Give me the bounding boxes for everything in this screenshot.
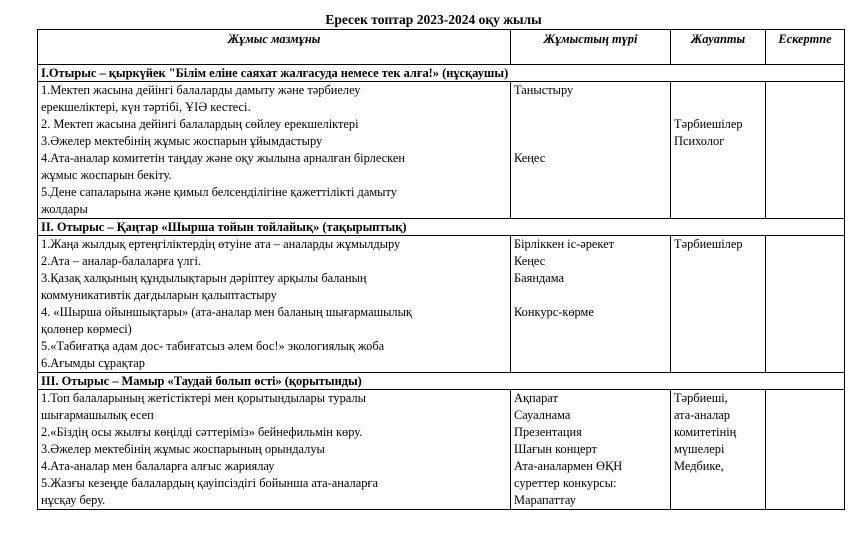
header-type: Жұмыстың түрі <box>511 30 671 65</box>
header-responsible: Жауапты <box>671 30 766 65</box>
table-header-row <box>38 30 845 65</box>
content-line: 6.Ағымды сұрақтар <box>41 356 145 370</box>
content-line: 1.Топ балаларының жетістіктері мен қорытындылары туралы <box>41 391 366 405</box>
section-3-content <box>38 390 511 510</box>
type-line: Шағын концерт <box>514 442 597 456</box>
content-line: 5.Дене сапаларына және қимыл белсенділігіне қажеттілікті дамыту <box>41 185 397 199</box>
content-line: 3.Әжелер мектебінің жұмыс жоспарын ұйымдастыру <box>41 134 323 148</box>
content-line: қолөнер көрмесі) <box>41 322 132 336</box>
responsible-line: мүшелері <box>674 442 725 456</box>
type-line: Презентация <box>514 425 582 439</box>
content-line: коммуникативтік дағдыларын қалыптастыру <box>41 288 277 302</box>
section-1-responsible <box>671 82 766 219</box>
content-line: 2. Мектеп жасына дейінгі балалардың сөйлеу ерекшеліктері <box>41 117 359 131</box>
content-line: ерекшеліктері, күн тәртібі, ҰІӘ кестесі. <box>41 100 251 114</box>
header-content: Жұмыс мазмұны <box>38 30 511 65</box>
content-line: 4.Ата-аналар мен балаларға алғыс жариялау <box>41 459 275 473</box>
responsible-line: ата-аналар <box>674 408 730 422</box>
content-line: шығармашылық есеп <box>41 408 154 422</box>
section-heading-row <box>38 65 845 82</box>
section-3-body <box>38 390 845 510</box>
section-2-content <box>38 236 511 373</box>
type-line: Ата-аналармен ӨҚН <box>514 459 623 473</box>
type-line: Бірліккен іс-әрекет <box>514 237 615 251</box>
section-3-heading: ІІІ. Отырыс – Мамыр «Таудай болып өсті» (қорытынды) <box>38 373 845 390</box>
type-line: Сауалнама <box>514 408 571 422</box>
responsible-line: Медбике, <box>674 459 724 473</box>
content-line: 5.Жазғы кезеңде балалардың қауіпсіздігі бойынша ата-аналарға <box>41 476 378 490</box>
section-1-content <box>38 82 511 219</box>
section-2-note <box>766 236 845 373</box>
type-line: Кеңес <box>514 254 546 268</box>
content-line: 4.Ата-аналар комитетін таңдау және оқу жылына арналған бірлескен <box>41 151 405 165</box>
header-note: Ескертпе <box>766 30 845 65</box>
section-2-heading: ІІ. Отырыс – Қаңтар «Шырша тойын тойлайық» (тақырыптық) <box>38 219 845 236</box>
document-title: Ересек топтар 2023-2024 оқу жылы <box>325 12 542 27</box>
section-1-note <box>766 82 845 219</box>
content-line: 2.Ата – аналар-балаларға үлгі. <box>41 254 202 268</box>
section-3-responsible <box>671 390 766 510</box>
content-line: 5.«Табиғатқа адам дос- табиғатсыз әлем бос!» экологиялық жоба <box>41 339 385 353</box>
content-line: 2.«Біздің осы жылғы көңілді сәттеріміз» бейнефильмін көру. <box>41 425 363 439</box>
section-2-responsible <box>671 236 766 373</box>
section-1-type <box>511 82 671 219</box>
section-2-type <box>511 236 671 373</box>
content-line: жұмыс жоспарын бекіту. <box>41 168 172 182</box>
meetings-table <box>37 29 845 510</box>
section-1-body <box>38 82 845 219</box>
type-line: Таныстыру <box>514 83 574 97</box>
type-line: Баяндама <box>514 271 565 285</box>
content-line: жолдары <box>41 202 88 216</box>
type-line: Конкурс-көрме <box>514 305 594 319</box>
section-1-heading: І.Отырыс – қыркүйек "Білім еліне саяхат жалғасуда немесе тек алға!» (нұсқаушы) <box>38 65 845 82</box>
responsible-line: комитетінің <box>674 425 737 439</box>
type-line: Марапаттау <box>514 493 576 507</box>
section-3-type <box>511 390 671 510</box>
responsible-line: Тәрбиешілер <box>674 117 743 131</box>
responsible-line: Тәрбиеші, <box>674 391 728 405</box>
content-line: 3.Қазақ халқының құндылықтарын дәріптеу арқылы баланың <box>41 271 367 285</box>
section-heading-row <box>38 373 845 390</box>
content-line: 3.Әжелер мектебінің жұмыс жоспарының орындалуы <box>41 442 325 456</box>
content-line: 1.Жаңа жылдық ертеңгіліктердің өтуіне ата – аналарды жұмылдыру <box>41 237 401 251</box>
section-3-note <box>766 390 845 510</box>
type-line: суреттер конкурсы: <box>514 476 617 490</box>
content-line: 1.Мектеп жасына дейінгі балаларды дамыту және тәрбиелеу <box>41 83 361 97</box>
section-2-body <box>38 236 845 373</box>
section-heading-row <box>38 219 845 236</box>
content-line: 4. «Шырша ойыншықтары» (ата-аналар мен баланың шығармашылық <box>41 305 412 319</box>
responsible-line: Тәрбиешілер <box>674 237 743 251</box>
content-line: нұсқау беру. <box>41 493 106 507</box>
type-line: Ақпарат <box>514 391 558 405</box>
type-line: Кеңес <box>514 151 546 165</box>
responsible-line: Психолог <box>674 134 725 148</box>
